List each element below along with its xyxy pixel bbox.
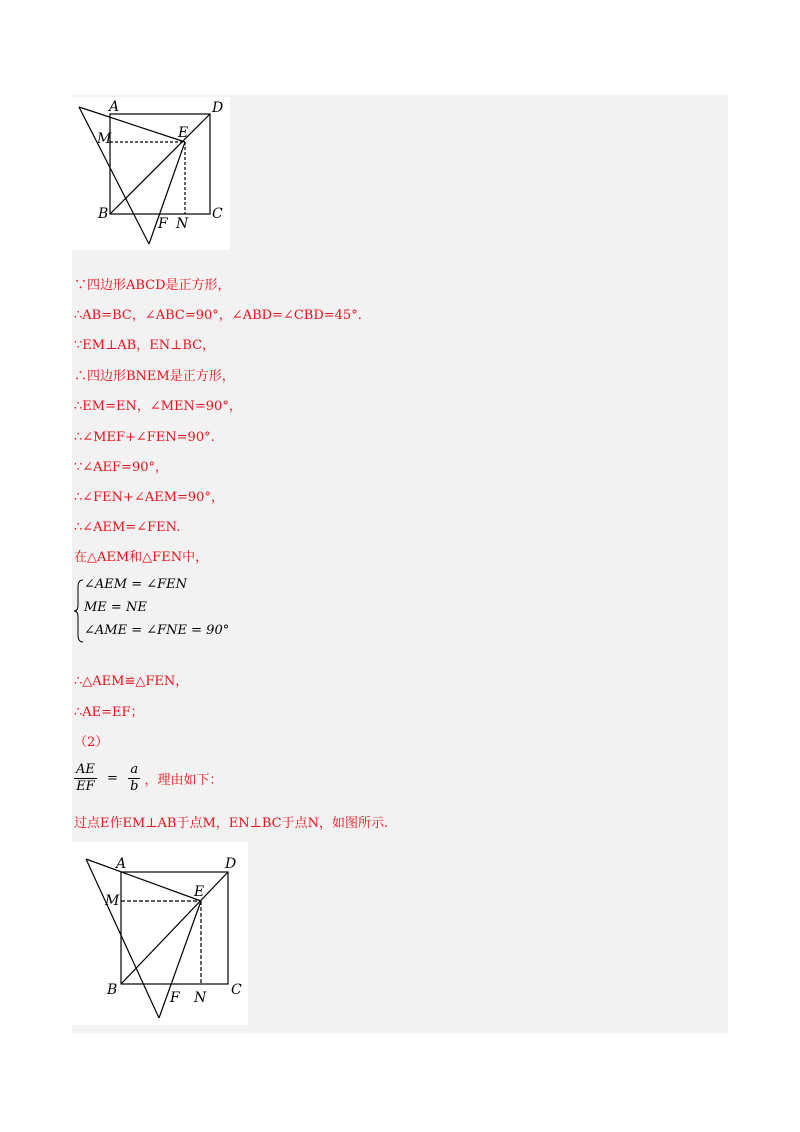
fraction-a-b: [128, 762, 140, 795]
label-D: D: [212, 100, 224, 116]
figure-2-svg: [72, 842, 248, 1025]
reason-text: ，理由如下：: [144, 773, 223, 788]
system-row-3: ∠AME = ∠FNE = 90°: [84, 623, 230, 638]
label-E: E: [178, 125, 189, 141]
ratio-statement: [74, 762, 223, 795]
equation-system: [74, 575, 254, 643]
proof-line-2: ∴AB=BC，∠ABC=90°，∠ABD=∠CBD=45°.: [74, 308, 362, 323]
proof-line-1: ∵四边形ABCD是正方形，: [74, 278, 231, 293]
fraction-right-numerator: a: [128, 762, 140, 779]
label-D: D: [225, 856, 237, 872]
proof-line-3: ∵EM⊥AB，EN⊥BC，: [74, 338, 216, 353]
equals-sign: =: [107, 771, 118, 786]
label-A: A: [109, 99, 120, 115]
proof-line-8: ∴∠FEN+∠AEM=90°，: [74, 490, 224, 505]
label-N: N: [176, 216, 189, 232]
label-M: M: [105, 893, 120, 909]
label-B: B: [98, 206, 109, 222]
label-M: M: [97, 131, 112, 147]
label-E: E: [194, 884, 205, 900]
geometry-figure-1: [72, 97, 230, 250]
proof-line-7: ∵∠AEF=90°，: [74, 460, 168, 475]
proof-line-5: ∴EM=EN，∠MEN=90°，: [74, 399, 242, 414]
brace-icon: [74, 579, 84, 643]
proof-line-12: ∴AE=EF；: [74, 705, 144, 720]
system-row-2: ME = NE: [84, 600, 147, 615]
fraction-ae-ef: [74, 762, 97, 795]
fraction-left-denominator: EF: [76, 779, 95, 794]
figure-1-svg: [72, 97, 230, 250]
proof-line-9: ∴∠AEM=∠FEN.: [74, 520, 181, 535]
label-C: C: [231, 982, 242, 998]
proof-line-10: 在△AEM和△FEN中，: [74, 550, 209, 565]
label-N: N: [194, 990, 207, 1006]
part-2-heading: （2）: [74, 735, 109, 750]
label-F: F: [170, 990, 180, 1006]
fraction-left-numerator: AE: [76, 762, 95, 777]
label-A: A: [116, 856, 127, 872]
geometry-figure-2: [72, 842, 248, 1025]
label-C: C: [212, 206, 223, 222]
fraction-right-denominator: b: [130, 779, 139, 794]
system-row-1: ∠AEM = ∠FEN: [84, 577, 188, 592]
proof-line-13: 过点E作EM⊥AB于点M，EN⊥BC于点N，如图所示.: [74, 816, 389, 831]
proof-line-6: ∴∠MEF+∠FEN=90°.: [74, 430, 215, 445]
label-B: B: [107, 982, 118, 998]
proof-line-4: ∴四边形BNEM是正方形，: [74, 369, 235, 384]
proof-line-11: ∴△AEM≌△FEN，: [74, 674, 189, 689]
label-F: F: [158, 216, 168, 232]
